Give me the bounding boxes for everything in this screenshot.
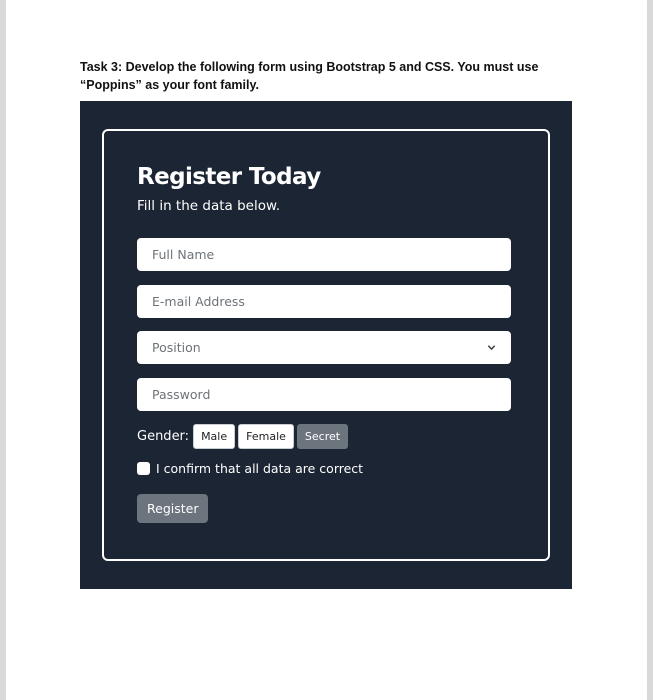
password-input[interactable] [137,378,511,411]
confirm-label: I confirm that all data are correct [156,461,364,476]
form-title: Register Today [137,164,321,190]
register-button[interactable]: Register [137,494,208,523]
register-card [102,129,550,561]
gender-male-button[interactable]: Male [193,424,235,449]
gender-female-button[interactable]: Female [238,424,294,449]
confirm-checkbox[interactable] [137,462,150,475]
position-select-value: Position [152,340,201,355]
chevron-down-icon [487,343,496,352]
task-instructions: Task 3: Develop the following form using Bootstrap 5 and CSS. You must use “Poppins” as your font family. [80,60,539,92]
form-screenshot-panel [80,101,572,589]
gender-group [137,424,351,449]
form-subtitle: Fill in the data below. [137,198,281,214]
gender-label: Gender: [137,429,190,444]
position-select[interactable] [137,331,511,364]
email-input[interactable] [137,285,511,318]
gender-secret-button[interactable]: Secret [297,424,348,449]
confirm-row [137,461,363,476]
full-name-input[interactable] [137,238,511,271]
document-page [6,0,647,700]
